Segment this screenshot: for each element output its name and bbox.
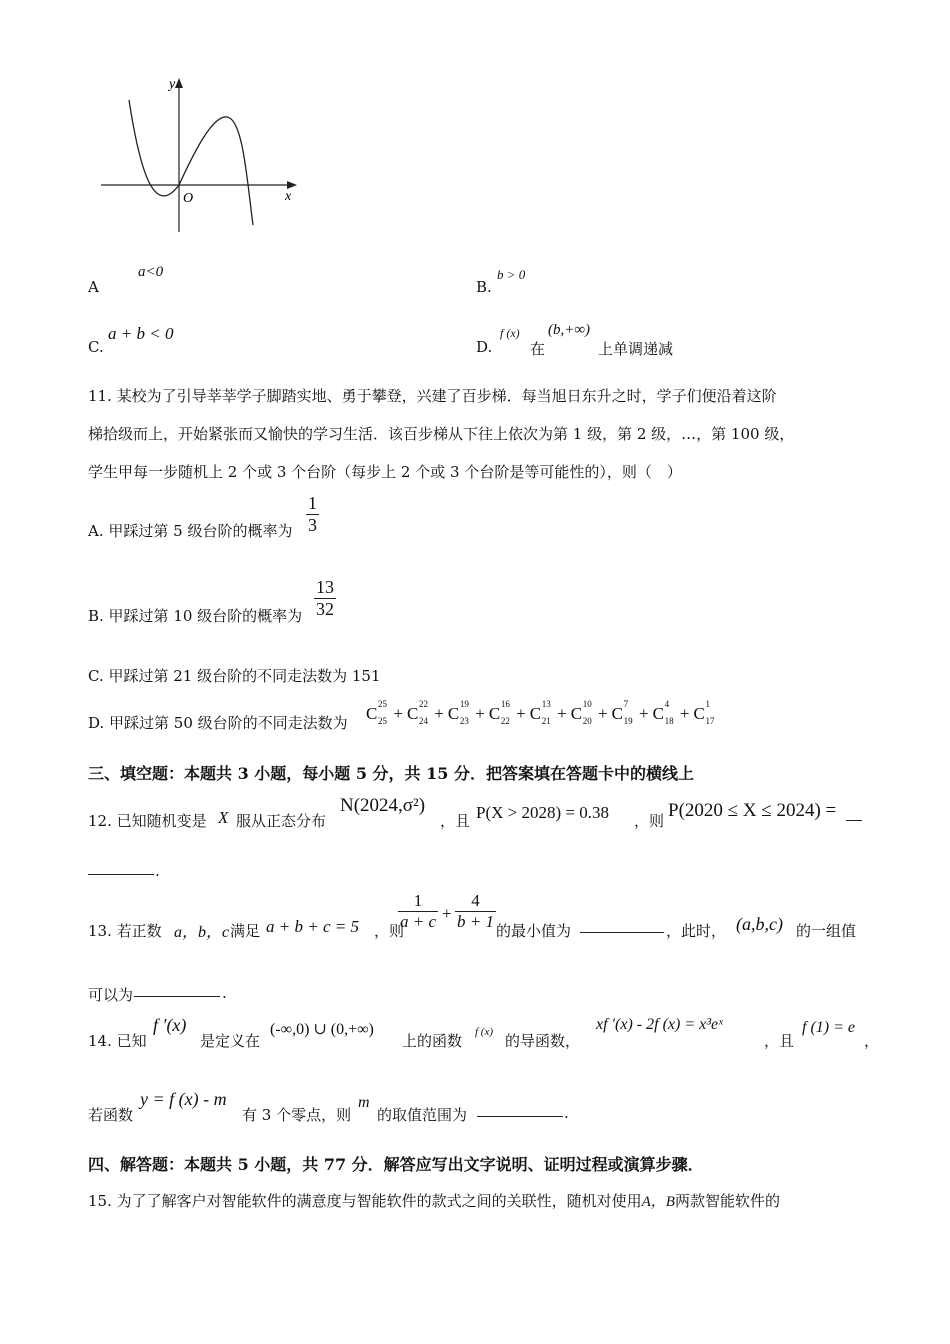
q14-function-g: y = f (x) - m xyxy=(140,1089,227,1109)
fraction-denominator: 3 xyxy=(308,515,317,535)
combination-lower: 24 xyxy=(418,716,428,726)
combination-upper: 13 xyxy=(541,699,551,709)
option-b xyxy=(476,278,492,296)
fraction-denominator: a + c xyxy=(400,912,437,931)
option-b-expr: b > 0 xyxy=(497,267,526,282)
option-d xyxy=(476,338,492,356)
plus-sign: + xyxy=(434,704,444,723)
option-d-label: D. xyxy=(476,338,493,356)
q12-ask: P(2020 ≤ X ≤ 2024) = xyxy=(668,800,837,821)
q14-prefix: 14. 已知 xyxy=(88,1032,147,1050)
q12-answer-blank-b[interactable] xyxy=(88,860,154,875)
q11-line2: 梯拾级而上，开始紧张而又愉快的学习生活．该百步梯从下往上依次为第 1 级，第 2 级，…，第 100 级， xyxy=(88,425,795,443)
fraction-numerator: 1 xyxy=(308,493,317,513)
combination-upper: 25 xyxy=(378,699,387,709)
q13-answer-blank-2[interactable] xyxy=(134,982,220,997)
q12-dist: N(2024,σ²) xyxy=(340,795,426,816)
fraction-numerator: 13 xyxy=(316,577,334,597)
q13-end: . xyxy=(222,984,227,1002)
q13-answer-blank-1[interactable] xyxy=(580,918,664,933)
plus-sign: + xyxy=(516,704,526,723)
q14-line2-tail: 的取值范围为 xyxy=(377,1106,468,1124)
q13-vars: a，b，c xyxy=(174,924,230,941)
option-c-label: C. xyxy=(88,338,104,356)
q13-tuple: (a,b,c) xyxy=(736,914,783,934)
combination-upper: 16 xyxy=(500,699,510,709)
combination-lower: 19 xyxy=(623,716,633,726)
q11-option-d-sum xyxy=(366,699,717,726)
section4-title: 四、解答题：本题共 5 小题，共 77 分．解答应写出文字说明、证明过程或演算步骤． xyxy=(88,1155,704,1174)
q15-text: 15. 为了了解客户对智能软件的满意度与智能软件的款式之间的关联性，随机对使用 xyxy=(88,1192,642,1210)
combination-lower: 23 xyxy=(459,716,469,726)
q12-then: ，则 xyxy=(634,812,665,830)
combination-term: C 19 23 xyxy=(447,699,469,726)
q13-tail: 的一组值 xyxy=(796,922,857,940)
fraction-numerator: 4 xyxy=(455,891,496,912)
q14-t3: 的导函数， xyxy=(505,1032,581,1050)
q11-line1: 11. 某校为了引导莘莘学子脚踏实地、勇于攀登，兴建了百步梯．每当旭日东升之时，学子们便沿着这阶 xyxy=(88,387,777,405)
q13-mid: 的最小值为 xyxy=(496,922,572,940)
combination-term: C 22 24 xyxy=(406,699,428,726)
y-axis-arrow xyxy=(175,78,183,88)
function-curve xyxy=(129,100,253,225)
option-b-label: B. xyxy=(476,278,492,296)
q12-prefix: 12. 已知随机变是 xyxy=(88,812,207,830)
combination-lower: 17 xyxy=(705,716,715,726)
q13-line2: 可以为 xyxy=(88,986,134,1004)
combination-lower: 22 xyxy=(500,716,510,726)
combination-term: C 13 21 xyxy=(529,699,551,726)
q13-condition: a + b + c = 5 xyxy=(266,917,359,936)
combination-upper: 4 xyxy=(664,699,670,709)
option-d-in: 在 xyxy=(530,340,546,358)
fraction-denominator: 32 xyxy=(316,599,334,619)
plus-sign: + xyxy=(679,704,690,723)
combination-upper: 10 xyxy=(582,699,592,709)
option-d-interval: (b,+∞) xyxy=(548,322,591,338)
plus-sign: + xyxy=(638,704,649,723)
combination-term: C 4 18 xyxy=(652,699,674,726)
q13-plus: + xyxy=(442,904,452,923)
q14-t1: 是定义在 xyxy=(200,1032,261,1050)
option-d-rest: 上单调递减 xyxy=(598,340,674,358)
q12-condition: P(X > 2028) = 0.38 xyxy=(476,803,609,822)
combination-lower: 25 xyxy=(378,716,387,726)
q12-answer-blank-a[interactable] xyxy=(846,806,862,821)
q11-option-a: A. 甲踩过第 5 级台阶的概率为 xyxy=(88,522,293,540)
q12-end: . xyxy=(155,862,160,880)
q12-mid: 服从正态分布 xyxy=(236,812,327,830)
option-d-fx: f (x) xyxy=(500,326,520,340)
q14-domain: (-∞,0) ∪ (0,+∞) xyxy=(270,1021,374,1038)
q13-cond-pre: 满足 xyxy=(230,922,261,940)
y-axis-label: y xyxy=(169,77,176,92)
q12-and: ，且 xyxy=(440,812,471,830)
function-graph xyxy=(95,70,310,240)
q15-tail: 两款智能软件的 xyxy=(674,1192,780,1210)
q14-t2: 上的函数 xyxy=(402,1032,463,1050)
combination-term: C 1 17 xyxy=(693,699,715,726)
option-c xyxy=(88,338,104,356)
option-a-label: A xyxy=(88,278,99,296)
option-a xyxy=(88,278,99,296)
combination-upper: 22 xyxy=(418,699,428,709)
q15-vars: A，B xyxy=(641,1194,675,1210)
combination-upper: 1 xyxy=(705,699,710,709)
q11-option-b: B. 甲踩过第 10 级台阶的概率为 xyxy=(88,607,303,625)
q13-fraction-1 xyxy=(398,891,438,932)
combination-lower: 21 xyxy=(541,716,551,726)
plus-sign: + xyxy=(475,704,485,723)
q14-answer-blank[interactable] xyxy=(477,1102,563,1117)
q15-line1 xyxy=(88,1190,780,1211)
q11-option-d: D. 甲踩过第 50 级台阶的不同走法数为 xyxy=(88,714,348,732)
combination-term: C 25 25 xyxy=(366,699,387,726)
x-axis-arrow xyxy=(287,181,297,189)
q13-then: ，则 xyxy=(374,922,405,940)
section3-title: 三、填空题：本题共 3 小题，每小题 5 分，共 15 分．把答案填在答题卡中的横线上 xyxy=(88,764,694,783)
q11-option-c: C. 甲踩过第 21 级台阶的不同走法数为 151 xyxy=(88,667,381,685)
fraction-denominator: b + 1 xyxy=(457,912,494,931)
combination-lower: 20 xyxy=(582,716,592,726)
q14-equation: xf ′(x) - 2f (x) = x³eˣ xyxy=(596,1016,723,1033)
combination-term: C 16 22 xyxy=(488,699,510,726)
combination-upper: 7 xyxy=(623,699,629,709)
combination-term: C 7 19 xyxy=(611,699,633,726)
q13-mid2: ，此时， xyxy=(666,922,727,940)
q14-end: . xyxy=(564,1104,569,1122)
fraction-numerator: 1 xyxy=(398,891,438,912)
q13-fraction-2 xyxy=(455,891,496,932)
plus-sign: + xyxy=(598,704,608,723)
x-axis-label: x xyxy=(285,189,292,204)
q11-option-b-fraction xyxy=(314,577,336,620)
option-c-expr: a + b < 0 xyxy=(108,324,174,343)
q14-m: m xyxy=(358,1094,370,1111)
option-a-expr: a<0 xyxy=(138,264,164,280)
combination-upper: 19 xyxy=(459,699,469,709)
plus-sign: + xyxy=(393,704,403,723)
q13-prefix: 13. 若正数 xyxy=(88,922,162,940)
q12-var: X xyxy=(218,808,229,827)
q14-condition: f (1) = e xyxy=(802,1019,855,1036)
q14-fx: f (x) xyxy=(475,1026,494,1038)
q14-line2-mid: 有 3 个零点，则 xyxy=(242,1106,352,1124)
q14-t5: ， xyxy=(864,1032,880,1050)
combination-lower: 18 xyxy=(664,716,674,726)
q14-fprime: f ′(x) xyxy=(153,1015,187,1035)
q14-line2-pre: 若函数 xyxy=(88,1106,134,1124)
origin-label: O xyxy=(183,191,194,206)
q11-line3: 学生甲每一步随机上 2 个或 3 个台阶（每步上 2 个或 3 个台阶是等可能性的），则（ ） xyxy=(88,463,682,481)
plus-sign: + xyxy=(557,704,567,723)
q14-t4: ，且 xyxy=(764,1032,795,1050)
q11-option-a-fraction xyxy=(306,493,319,536)
combination-term: C 10 20 xyxy=(570,699,592,726)
